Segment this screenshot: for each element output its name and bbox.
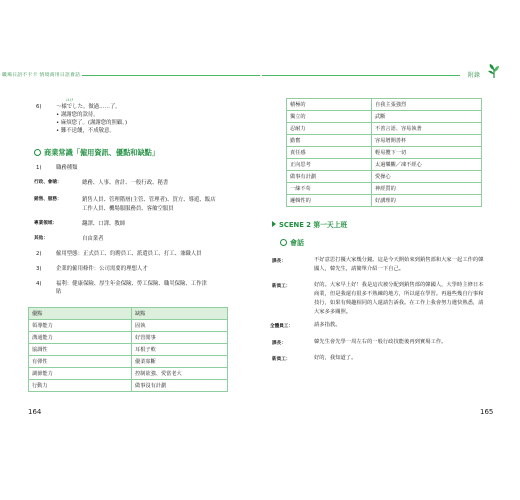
table-cell: 輕易攬下一切 (372, 147, 482, 159)
table-row (29, 368, 228, 380)
table-row (287, 123, 482, 135)
strengths-weaknesses-table-cont (286, 98, 482, 207)
table-row (287, 183, 482, 195)
job-label: 銷售、服務： (34, 197, 62, 202)
item6-line: • 謝謝您的款待。 (56, 112, 99, 118)
table-cell: 做事有計劃 (287, 171, 372, 183)
header-rule-right (262, 75, 460, 76)
play-arrow-icon (272, 221, 276, 227)
table-cell: 有彈性 (29, 356, 132, 368)
table-cell: 邏輯性的 (287, 195, 372, 207)
dialogue-text: 不好意思打擾大家幾分鐘。這是今天開始來到銷售部和大家一起工作的韓國人，韓先生，請簡單介紹一下自己。 (314, 257, 484, 272)
section-bullet-icon (280, 239, 287, 246)
table-row (287, 99, 482, 111)
item-text: 企業的僱用條件：公司需要的理想人才 (56, 266, 148, 272)
item6-line: • 難不送餞，不成敬意。 (56, 128, 115, 134)
table-row (287, 159, 482, 171)
table-cell: 自我主張強烈 (372, 99, 482, 111)
table-cell: 調節能力 (29, 368, 132, 380)
table-cell: 正向思考 (287, 159, 372, 171)
table-cell: 控制欲強、愛當老大 (132, 368, 228, 380)
scene-title: SCENE 2 第一天上班 (272, 219, 347, 229)
item-text: 僱用型態：正式員工、約聘員工、派遣員工、打工、兼職人員 (56, 251, 202, 257)
table-row (287, 195, 482, 207)
table-row (287, 135, 482, 147)
job-value: 銷售人員、管理階層(主管、管理者)、買方、導遊、飯店 (82, 197, 216, 203)
table-cell: 神經質的 (372, 183, 482, 195)
running-title: 職場日語不卡卡 情境商用日語會話 (2, 73, 81, 78)
dialogue-text: 請多指教。 (314, 322, 341, 328)
table-cell: 勤奮 (287, 135, 372, 147)
table-cell: 耳根子軟 (132, 344, 228, 356)
table-cell: 容易增開善杯 (372, 135, 482, 147)
strengths-weaknesses-table (28, 307, 228, 392)
speaker-label: 新員工： (272, 357, 291, 362)
table-row (29, 332, 228, 344)
item6-line: • 麻煩您了。(謝謝您的照顧。) (56, 120, 128, 126)
speaker-label: 課長： (272, 341, 286, 346)
table-row (287, 111, 482, 123)
item-number: 2) (36, 251, 42, 257)
speaker-label: 全體員工： (270, 324, 293, 329)
table-cell: 積極的 (287, 99, 372, 111)
job-value-cont: 工作人員、機場服服務員、客艙空服員 (82, 206, 174, 212)
item-number: 4) (36, 281, 42, 287)
table-cell: 太過樂觀／凍不經心 (372, 159, 482, 171)
item-number: 6) (36, 104, 42, 110)
table-cell: 好講理的 (372, 195, 482, 207)
ruby-annotation: はげ (66, 98, 74, 102)
table-cell: 責任感 (287, 147, 372, 159)
table-cell: 領導能力 (29, 320, 132, 332)
page-number-left: 164 (28, 408, 42, 416)
dialogue-text: 好的。大家早上好！我是這次被分配到銷售部的韓國人，大學時主修日本商業，但是我還有很多不熟練的地方，所以還在學習。再過些幾自行事和技行，如果有興趣相同的人還請告訴我。在工作上我會努力遺快熟悉，請大家多多關照。 (314, 282, 484, 315)
table-cell: 溝通能力 (29, 332, 132, 344)
table-cell: 一絲不苟 (287, 183, 372, 195)
table-cell: 固執 (132, 320, 228, 332)
table-header-cell: 缺點 (132, 308, 228, 320)
table-cell: 優柔寡斷 (132, 356, 228, 368)
table-cell: 武斷 (372, 111, 482, 123)
table-cell: 做事沒有計劃 (132, 380, 228, 392)
appendix-label: 附錄 (468, 72, 481, 79)
leaf-sprig-icon (487, 63, 501, 79)
section-bullet-icon (34, 149, 41, 156)
job-label: 其他： (34, 236, 48, 241)
table-row (287, 147, 482, 159)
table-row (29, 380, 228, 392)
table-cell: 不善言語、容易執著 (372, 123, 482, 135)
table-cell: 協調性 (29, 344, 132, 356)
table-cell: 獨立的 (287, 111, 372, 123)
job-label: 專業領域： (34, 221, 57, 226)
item-text: 職務種類 (56, 165, 78, 171)
table-row (287, 171, 482, 183)
table-row (29, 344, 228, 356)
item6-line: ～様でした。做過……了。 (56, 104, 121, 110)
item-text-cont: 貼 (56, 289, 62, 295)
table-cell: 行動力 (29, 380, 132, 392)
item-number: 1) (36, 165, 42, 171)
table-row (29, 320, 228, 332)
page-number-right: 165 (480, 408, 494, 416)
table-cell: 忍耐力 (287, 123, 372, 135)
dialogue-text: 好的，我知道了。 (314, 355, 357, 361)
table-cell: 好管閒事 (132, 332, 228, 344)
job-value: 總務、人事、會計、一般行政、秘書 (82, 180, 169, 186)
speaker-label: 新員工： (272, 284, 291, 289)
item-number: 3) (36, 266, 42, 272)
dialogue-text: 韓先生會先學一周左右的一般行政技能後再到實場工作。 (314, 339, 447, 345)
conversation-title: 會話 (280, 238, 304, 248)
job-value: 翻譯、口譯、教師 (82, 221, 126, 227)
job-value: 自由業者 (82, 236, 104, 242)
item-text: 福利：健康保險、厚生年金保險、勞工保險、職災保險、工作津 (56, 281, 207, 287)
speaker-label: 課長： (272, 259, 286, 264)
header-rule-left (82, 75, 260, 76)
table-row (29, 356, 228, 368)
table-cell: 愛操心 (372, 171, 482, 183)
job-label: 行政、會嗆： (34, 180, 62, 185)
section-title: 商業常識「僱用資訊、優點和缺點」 (34, 148, 159, 158)
table-header-cell: 優點 (29, 308, 132, 320)
table-header-row (29, 308, 228, 320)
